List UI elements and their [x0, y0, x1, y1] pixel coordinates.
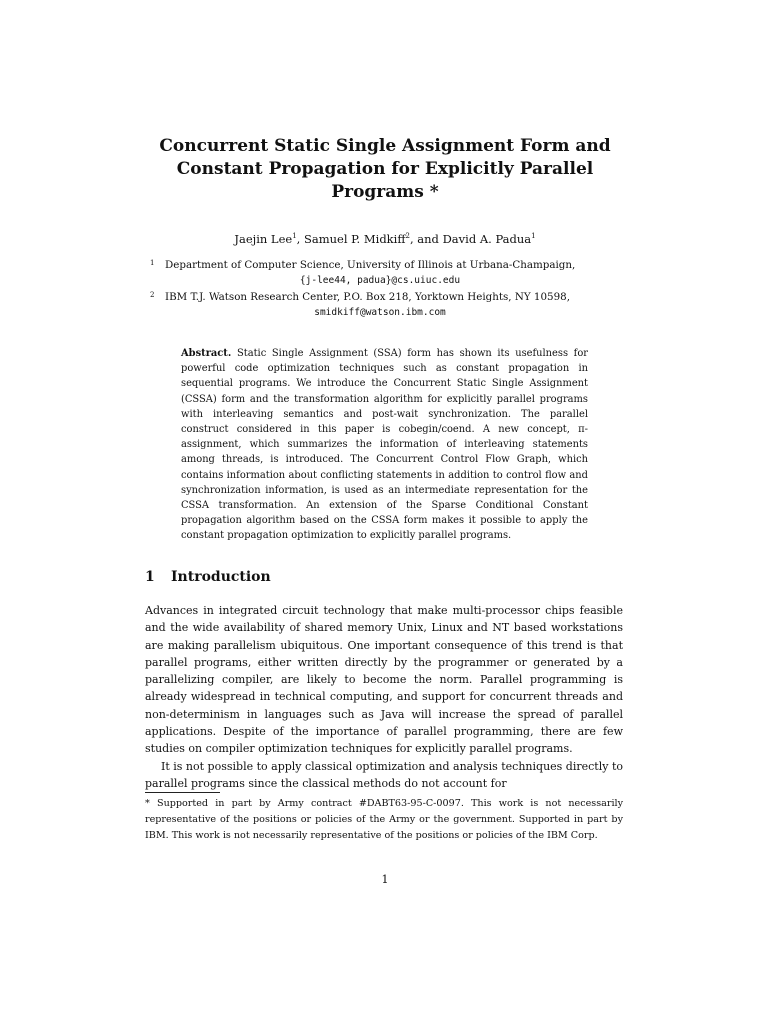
title-line-3: Programs *: [331, 182, 439, 202]
affiliation-text: Department of Computer Science, University of Illinois at Urbana-Champaign,: [165, 259, 576, 271]
section-heading: [145, 569, 271, 585]
section-title: Introduction: [171, 569, 271, 585]
abstract: [181, 346, 588, 544]
author-affiliation-mark: 1: [292, 232, 297, 241]
affiliation-mark: 2: [150, 291, 155, 299]
footnote: [145, 796, 623, 843]
section-number: 1: [145, 569, 155, 585]
footnote-rule: [145, 792, 220, 793]
author-name: David A. Padua: [442, 232, 532, 246]
affiliation-email: smidkiff@watson.ibm.com: [314, 307, 446, 318]
author-list: Jaejin Lee$^1$, Samuel P. Midkiff$^2$, and David A. Padua$^1$: [234, 232, 536, 246]
title-line-2: Constant Propagation for Explicitly Parallel: [176, 159, 594, 179]
title-line-1: Concurrent Static Single Assignment Form and: [159, 136, 611, 156]
affiliation-1: [150, 257, 610, 289]
body-text: [145, 602, 623, 792]
affiliation-email: {j-lee44, padua}@cs.uiuc.edu: [299, 275, 461, 286]
author-name: Jaejin Lee: [234, 232, 293, 246]
author-affiliation-mark: 2: [405, 232, 410, 241]
footnote-mark: *: [145, 798, 150, 809]
abstract-text: Static Single Assignment (SSA) form has shown its usefulness for powerful code optimization techniques such as constant propagation in sequential programs. We introduce the Concurrent Static Single Assignment (CSSA) form and the transformation algorithm for explicitly parallel programs with interleaving semantics and post-wait synchronization. The parallel construct considered in this paper is cobegin/coend. A new concept, π-assignment, which summarizes the information of interleaving statements among threads, is introduced. The Concurrent Control Flow Graph, which contains information about conflicting statements in addition to control flow and synchronization information, is used as an intermediate representation for the CSSA transformation. An extension of the Sparse Conditional Constant propagation algorithm based on the CSSA form makes it possible to apply the constant propagation optimization to explicitly parallel programs.: [181, 348, 588, 542]
abstract-label: Abstract.: [181, 348, 232, 359]
page-number: 1: [381, 873, 389, 886]
body-paragraph: It is not possible to apply classical optimization and analysis techniques directly to parallel programs since the classical methods do not account for: [145, 759, 623, 790]
affiliation-text: IBM T.J. Watson Research Center, P.O. Box 218, Yorktown Heights, NY 10598,: [165, 291, 570, 303]
affiliation-2: [150, 289, 610, 321]
author-affiliation-mark: 1: [531, 232, 536, 241]
footnote-text: Supported in part by Army contract #DABT63-95-C-0097. This work is not necessarily representative of the positions or policies of the Army or the government. Supported in part by IBM. This work is not necessarily representative of the positions or policies of the IBM Corp.: [145, 798, 623, 841]
body-paragraph: Advances in integrated circuit technology that make multi-processor chips feasible and the wide availability of shared memory Unix, Linux and NT based workstations are making parallelism ubiquitous. One important consequence of this trend is that parallel programs, either written directly by the programmer or generated by a parallelizing compiler, are likely to become the norm. Parallel programming is already widespread in technical computing, and support for concurrent threads and non-determinism in languages such as Java will increase the spread of parallel applications. Despite of the importance of parallel programming, there are few studies on compiler optimization techniques for explicitly parallel programs.: [145, 604, 623, 756]
affiliation-mark: 1: [150, 259, 155, 267]
author-name: Samuel P. Midkiff: [303, 232, 406, 246]
paper-title: [120, 135, 650, 204]
